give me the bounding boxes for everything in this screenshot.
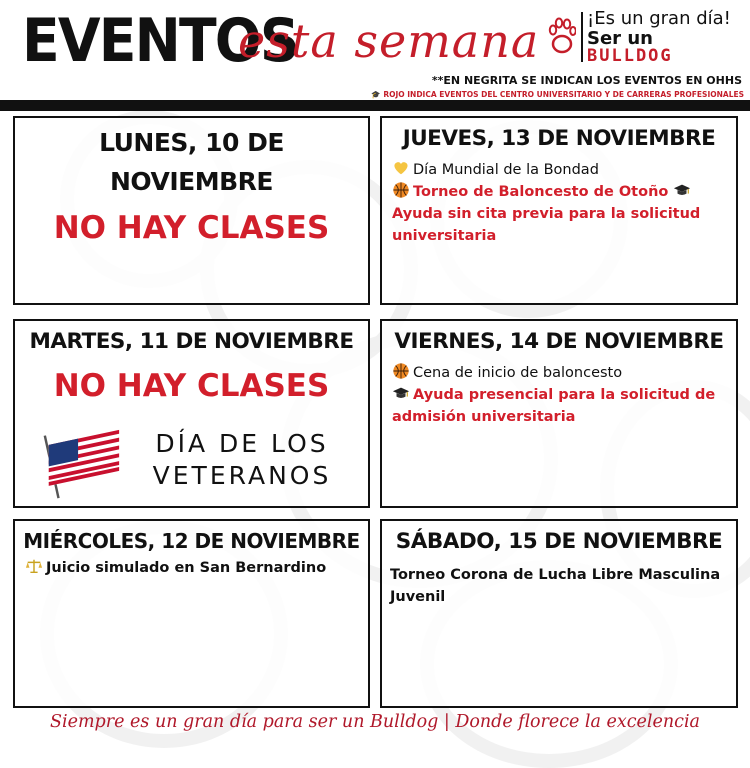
day-title: SÁBADO, 15 DE NOVIEMBRE bbox=[395, 529, 723, 554]
day-card-wednesday bbox=[13, 519, 370, 708]
graduation-cap-icon bbox=[392, 384, 410, 402]
event-item bbox=[382, 203, 736, 247]
event-text: Cena de inicio de baloncesto bbox=[413, 365, 623, 381]
event-text: Ayuda sin cita previa para la solicitud universitaria bbox=[392, 206, 701, 244]
day-card-saturday bbox=[380, 519, 738, 708]
brand-line-1: ¡Es un gran día! bbox=[587, 8, 731, 29]
day-card-monday bbox=[13, 116, 370, 305]
brand-line-3: BULLDOG bbox=[587, 46, 673, 66]
us-flag-icon bbox=[37, 421, 125, 501]
graduation-cap-icon bbox=[673, 181, 691, 199]
event-text: Ayuda presencial para la solicitud de admisión universitaria bbox=[392, 387, 716, 425]
page-title: EVENTOS bbox=[22, 6, 298, 76]
day-card-friday bbox=[380, 319, 738, 508]
header-rule bbox=[0, 100, 750, 111]
heart-icon bbox=[392, 159, 410, 177]
day-title: MARTES, 11 DE NOVIEMBRE bbox=[29, 329, 354, 354]
event-item bbox=[382, 159, 736, 181]
day-title: VIERNES, 14 DE NOVIEMBRE bbox=[394, 329, 724, 354]
day-card-thursday bbox=[380, 116, 738, 305]
event-text: Día Mundial de la Bondad bbox=[413, 162, 599, 178]
brand-divider bbox=[581, 12, 583, 62]
event-item bbox=[15, 557, 368, 579]
holiday-label: DÍA DE LOS bbox=[155, 429, 329, 458]
event-item bbox=[382, 564, 736, 608]
event-text: Torneo de Baloncesto de Otoño bbox=[413, 184, 669, 200]
event-text: Juicio simulado en San Bernardino bbox=[46, 560, 327, 576]
no-class-notice: NO HAY CLASES bbox=[53, 210, 330, 246]
brand-logo bbox=[548, 6, 748, 68]
event-item bbox=[382, 181, 736, 203]
basketball-icon bbox=[392, 181, 410, 199]
day-title: LUNES, 10 DE bbox=[99, 128, 284, 157]
scales-icon bbox=[25, 557, 43, 575]
brand-line-2: Ser un bbox=[587, 28, 653, 49]
no-class-notice: NO HAY CLASES bbox=[53, 368, 330, 404]
legend-red-note: 🎓 ROJO INDICA EVENTOS DEL CENTRO UNIVERSITARIO Y DE CARRERAS PROFESIONALES bbox=[371, 90, 744, 99]
day-card-tuesday bbox=[13, 319, 370, 508]
day-title-cont: NOVIEMBRE bbox=[110, 167, 273, 196]
day-title: JUEVES, 13 DE NOVIEMBRE bbox=[402, 126, 716, 151]
legend-bold-note: **EN NEGRITA SE INDICAN LOS EVENTOS EN OHHS bbox=[431, 74, 742, 87]
paw-icon bbox=[548, 16, 576, 56]
footer-slogan: Siempre es un gran día para ser un Bulldog | Donde florece la excelencia bbox=[50, 712, 700, 732]
event-item bbox=[382, 362, 736, 384]
event-text: Torneo Corona de Lucha Libre Masculina Juvenil bbox=[390, 567, 721, 605]
header bbox=[0, 0, 750, 110]
day-title: MIÉRCOLES, 12 DE NOVIEMBRE bbox=[23, 529, 360, 553]
page-subtitle: esta semana bbox=[238, 14, 540, 68]
holiday-label-cont: VETERANOS bbox=[152, 461, 332, 490]
basketball-icon bbox=[392, 362, 410, 380]
event-item bbox=[382, 384, 736, 428]
